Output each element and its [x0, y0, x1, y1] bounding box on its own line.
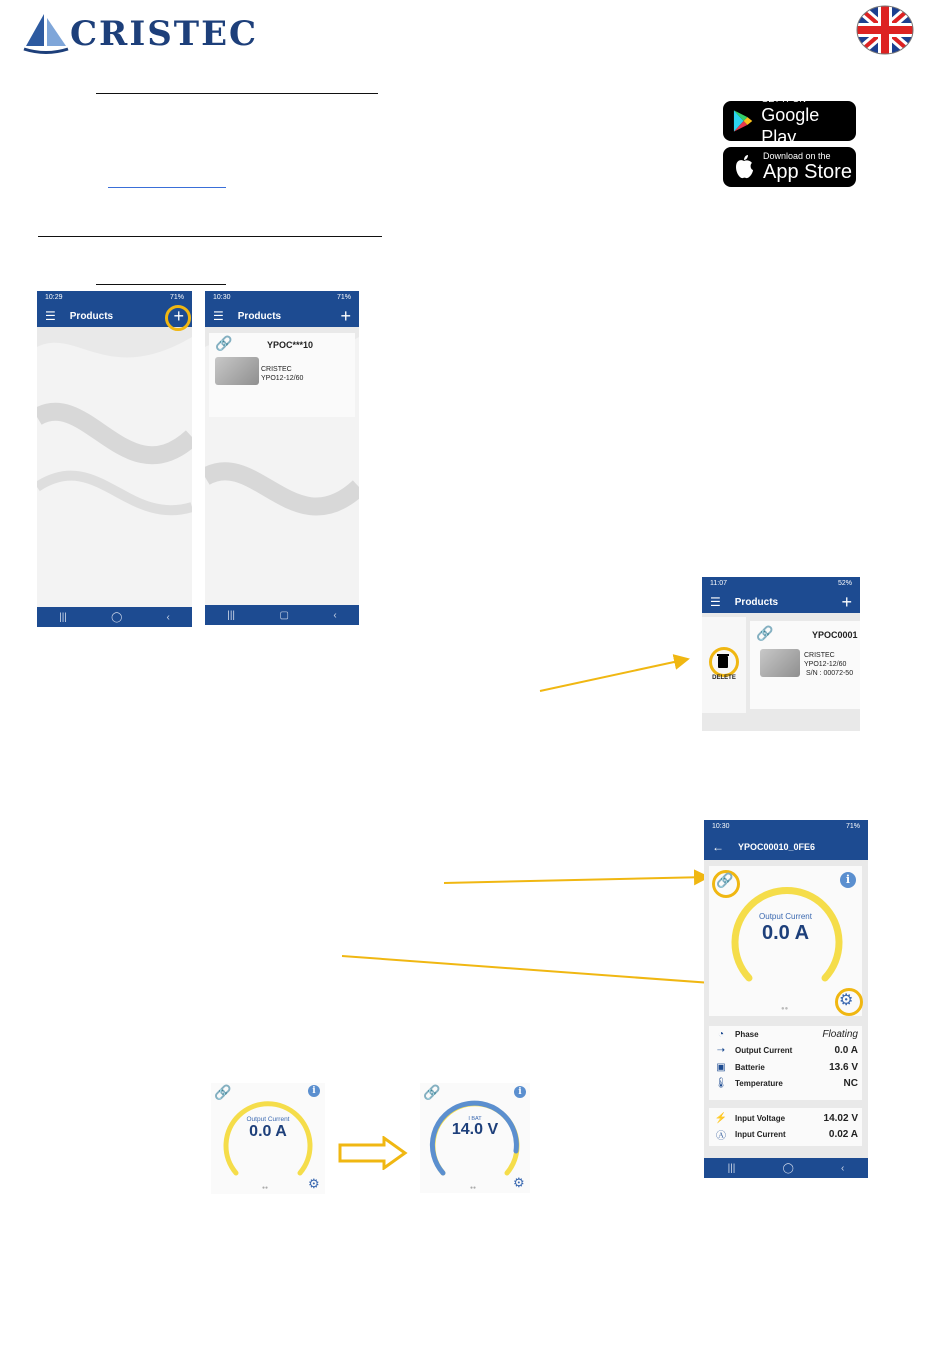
product-card[interactable]: [209, 333, 355, 417]
back-icon[interactable]: ‹: [333, 609, 337, 621]
table-row: Ⓐ Input Current 0.02 A: [713, 1127, 858, 1144]
product-name: YPOC***10: [267, 340, 314, 350]
arrow-to-link: [444, 877, 708, 883]
product-model: YPO12-12/60: [261, 375, 304, 382]
status-time: 11:07: [710, 580, 727, 587]
link-icon[interactable]: 🔗: [756, 625, 774, 641]
back-icon[interactable]: ‹: [166, 611, 170, 623]
amp-icon: Ⓐ: [716, 1131, 726, 1143]
gauge-value: 14.0 V: [451, 1121, 499, 1138]
heading-underline-2: [38, 236, 382, 237]
settings-gear-icon[interactable]: ⚙: [308, 1176, 320, 1191]
phone-screen-delete: [702, 577, 860, 731]
menu-icon[interactable]: ☰: [710, 595, 721, 609]
input-table: [709, 1108, 862, 1146]
gauge-card: [709, 866, 862, 1016]
thermometer-icon: 🌡: [714, 1078, 728, 1090]
product-brand: CRISTEC: [261, 366, 292, 373]
app-bar-title: YPOC00010_0FE6: [738, 842, 816, 852]
page-dots[interactable]: ●●: [781, 1006, 789, 1012]
mini-gauge-output: [211, 1083, 325, 1194]
lightning-icon: ⚡: [714, 1112, 728, 1124]
device-image: [760, 649, 800, 677]
back-arrow-icon[interactable]: ←: [712, 840, 724, 854]
current-icon: ➝: [716, 1045, 726, 1057]
status-table: [709, 1026, 862, 1100]
nav-bar: [704, 1158, 868, 1178]
app-bar: [702, 591, 860, 613]
status-bar: [704, 820, 868, 834]
cristec-logo: [22, 12, 259, 56]
info-icon[interactable]: i: [308, 1085, 320, 1097]
status-battery: 71%: [336, 294, 351, 301]
product-model: YPO12-12/60: [804, 661, 847, 668]
info-icon[interactable]: i: [514, 1086, 526, 1098]
link-icon[interactable]: 🔗: [423, 1084, 441, 1100]
menu-icon[interactable]: ☰: [213, 309, 224, 323]
recents-icon[interactable]: |||: [59, 611, 67, 623]
home-icon[interactable]: ▢: [279, 609, 289, 621]
settings-gear-icon[interactable]: ⚙: [839, 992, 854, 1009]
logo-text: CRISTEC: [70, 14, 259, 54]
link-icon[interactable]: 🔗: [716, 872, 734, 888]
recents-icon[interactable]: |||: [227, 609, 236, 621]
link-underline[interactable]: [108, 187, 226, 188]
apple-big-text: App Store: [763, 161, 852, 183]
table-row: ⚡ Input Voltage 14.02 V: [714, 1112, 858, 1124]
sailboat-logo-icon: [22, 12, 70, 56]
link-icon[interactable]: 🔗: [215, 335, 233, 351]
gauge-label: Output Current: [759, 912, 812, 921]
app-bar: [704, 834, 868, 860]
apple-small-text: Download on the: [763, 151, 831, 161]
device-image: [215, 357, 259, 385]
menu-icon[interactable]: ☰: [45, 309, 56, 323]
status-bar: [37, 291, 192, 305]
gauge-value: 0.0 A: [249, 1123, 287, 1140]
table-row: ▣ Batterie 13.6 V: [713, 1059, 858, 1076]
gauge-value: 0.0 A: [761, 922, 810, 944]
product-brand: CRISTEC: [804, 652, 835, 659]
gauge-label: I BAT: [468, 1116, 482, 1122]
status-battery: 52%: [837, 580, 852, 587]
status-time: 10:30: [213, 294, 231, 301]
google-play-badge[interactable]: [723, 94, 856, 147]
app-store-badge[interactable]: [723, 147, 856, 187]
heading-underline-3: [96, 284, 226, 285]
google-small-text: GET IT ON: [761, 94, 806, 104]
app-bar-title: Products: [69, 310, 114, 322]
battery-icon: ▣: [716, 1061, 726, 1073]
app-bar-title: Products: [734, 596, 779, 608]
table-row: ➝ Output Current 0.0 A: [713, 1043, 858, 1060]
status-time: 10:29: [45, 294, 63, 301]
phone-screen-product-list: [205, 291, 359, 625]
info-icon[interactable]: i: [840, 872, 856, 888]
product-card[interactable]: [750, 621, 860, 709]
delete-zone[interactable]: [702, 617, 746, 713]
home-icon[interactable]: ◯: [111, 611, 123, 623]
add-product-icon[interactable]: +: [340, 306, 351, 326]
home-icon[interactable]: ◯: [782, 1162, 794, 1174]
google-big-text: Google Play: [761, 105, 820, 147]
table-row: ◔ Phase Floating: [713, 1026, 858, 1043]
add-product-icon[interactable]: +: [841, 592, 852, 612]
status-bar: [205, 291, 359, 305]
heading-underline-1: [96, 93, 378, 94]
product-name: YPOC0001: [812, 630, 858, 640]
recents-icon[interactable]: |||: [727, 1162, 736, 1174]
background-wave: [37, 327, 192, 607]
status-battery: 71%: [169, 294, 184, 301]
apple-icon: [733, 154, 755, 180]
play-icon: [732, 109, 753, 133]
settings-gear-icon[interactable]: ⚙: [513, 1175, 525, 1190]
status-time: 10:30: [712, 823, 730, 830]
phone-screen-empty: [37, 291, 192, 627]
status-bar: [702, 577, 860, 591]
add-product-icon[interactable]: +: [173, 306, 184, 326]
product-serial: S/N : 00072-50: [806, 670, 854, 677]
page-dots[interactable]: ●●: [262, 1185, 269, 1191]
gauge-label: Output Current: [246, 1116, 290, 1123]
uk-flag-icon[interactable]: [856, 5, 914, 55]
arrow-to-delete: [540, 659, 688, 691]
status-battery: 71%: [845, 823, 860, 830]
mini-gauge-battery: [420, 1083, 530, 1193]
nav-bar: [37, 607, 192, 627]
highlight-circle: [165, 305, 191, 331]
phase-icon: ◔: [717, 1028, 725, 1040]
transition-arrow-icon: [338, 1136, 408, 1170]
app-bar-title: Products: [237, 310, 282, 322]
phone-screen-detail: [704, 820, 868, 1178]
back-icon[interactable]: ‹: [841, 1162, 845, 1174]
nav-bar: [205, 605, 359, 625]
link-icon[interactable]: 🔗: [214, 1084, 232, 1100]
page-dots[interactable]: ●●: [470, 1185, 477, 1191]
app-bar: [205, 305, 359, 327]
delete-label: DELETE: [712, 675, 736, 681]
table-row: 🌡 Temperature NC: [714, 1078, 858, 1090]
trash-icon[interactable]: [716, 652, 730, 668]
